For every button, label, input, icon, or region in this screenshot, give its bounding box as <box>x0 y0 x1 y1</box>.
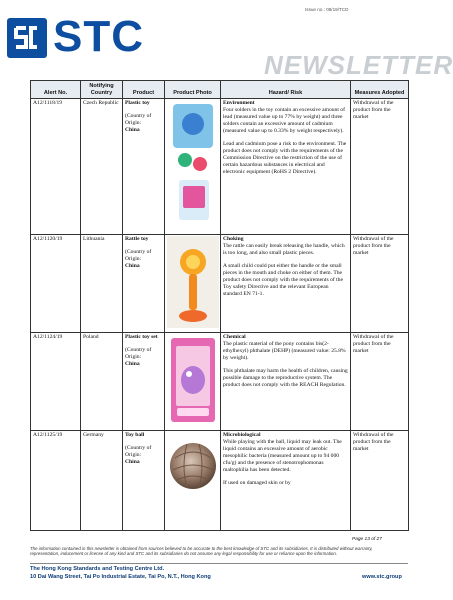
col-measures: Measures Adopted <box>351 81 409 99</box>
col-photo: Product Photo <box>165 81 221 99</box>
origin-value: China <box>125 126 140 133</box>
product-photo <box>165 234 221 332</box>
hazard <box>221 332 351 430</box>
origin-label: (Country of Origin: <box>125 346 152 360</box>
disclaimer: The information contained in this newsletter is obtained from sources believed to be accurate to the best knowledge of STC and its subsidiaries. It is distributed without warranty, representation, inducement or license of any kind and STC and its subsidiaries do not assume any legal responsibility for use or reliance upon the information. <box>30 546 373 557</box>
origin-value: China <box>125 360 140 367</box>
issue-number: Issue no.: 08/19/TCD <box>305 7 349 12</box>
hazard <box>221 430 351 530</box>
hazard-description: While playing with the ball, liquid may leak out. The liquid contains an excessive amount of aerobic mesophilic bacteria (measured amount up to 94 000 cfu/g) and the presence of stenotrophomonas maltophilia has been detected. <box>223 438 342 473</box>
origin-value: China <box>125 262 140 269</box>
hazard-title: Chemical <box>223 333 246 340</box>
table-row <box>31 99 409 235</box>
alert-table <box>30 80 409 531</box>
hazard <box>221 234 351 332</box>
country: Germany <box>81 430 123 530</box>
stc-logo-icon <box>7 18 47 58</box>
page-number: Page 13 of 27 <box>352 537 382 542</box>
hazard-consequence: If used on damaged skin or by <box>223 479 291 486</box>
newsletter-title: NEWSLETTER <box>264 50 453 80</box>
product <box>123 332 165 430</box>
company-name: The Hong Kong Standards and Testing Centre Ltd. <box>30 566 165 572</box>
product-photo <box>165 332 221 430</box>
product <box>123 430 165 530</box>
company-block <box>30 566 211 581</box>
col-product: Product <box>123 81 165 99</box>
origin-value: China <box>125 458 140 465</box>
hazard-description: Four solders in the toy contain an excessive amount of lead (measured value up to 77% by weight) and three solders contain an excessive amount of cadmium (measured value up to 0.33% by weight respectively). <box>223 106 345 134</box>
product <box>123 234 165 332</box>
product-name: Toy ball <box>125 431 145 438</box>
hazard-consequence: A small child could put either the handle or the small pieces in the mouth and choke on either of them. The product does not comply with the requirements of the Toy safety Directive and the relevant European standard EN 71-1. <box>223 262 343 297</box>
measures: Withdrawal of the product from the market <box>351 99 409 235</box>
hazard-consequence: This phthalate may harm the health of children, causing possible damage to the reproductive system. The product does not comply with the REACH Regulation. <box>223 367 348 388</box>
table-header-row <box>31 81 409 99</box>
hazard-title: Microbiological <box>223 431 261 438</box>
table-row <box>31 430 409 530</box>
alert-no: A12/1125/19 <box>31 430 81 530</box>
alert-no: A12/1118/19 <box>31 99 81 235</box>
product-name: Rattle toy <box>125 235 149 242</box>
product-photo <box>165 430 221 530</box>
toy-ball-photo <box>167 432 219 524</box>
hazard <box>221 99 351 235</box>
product-photo <box>165 99 221 235</box>
product <box>123 99 165 235</box>
alert-no: A12/1120/19 <box>31 234 81 332</box>
stc-logo <box>7 12 177 61</box>
alert-no: A12/1124/19 <box>31 332 81 430</box>
origin-label: (Country of Origin: <box>125 444 152 458</box>
product-name: Plastic toy set <box>125 333 158 340</box>
rattle-toy-photo <box>167 236 219 328</box>
pony-set-photo <box>167 334 219 426</box>
product-name: Plastic toy <box>125 100 150 106</box>
hazard-title: Choking <box>223 235 244 242</box>
logo-text: STC <box>53 12 144 61</box>
company-address: 10 Dai Wang Street, Tai Po Industrial Estate, Tai Po, N.T., Hong Kong <box>30 573 211 580</box>
table-row <box>31 332 409 430</box>
col-alert-no: Alert No. <box>31 81 81 99</box>
table-row <box>31 234 409 332</box>
measures: Withdrawal of the product from the market <box>351 332 409 430</box>
measures: Withdrawal of the product from the market <box>351 234 409 332</box>
hazard-consequence: Lead and cadmium pose a risk to the environment. The product does not comply with the requirements of the Commission Directive on the restriction of the use of certain hazardous substances in electrical and electronic equipment (RoHS 2 Directive). <box>223 140 347 175</box>
origin-label: (Country of Origin: <box>125 248 152 262</box>
origin-label: (Country of Origin: <box>125 112 152 126</box>
hazard-description: The rattle can easily break releasing the handle, which is too long, and also small plastic pieces. <box>223 242 345 256</box>
col-hazard: Hazard/ Risk <box>221 81 351 99</box>
plastic-toy-photo <box>167 100 219 230</box>
footer-divider <box>30 563 408 564</box>
hazard-description: The plastic material of the pony contains bis(2-ethylhexyl) phthalate (DEHP) (measured value: 25.8% by weight). <box>223 340 346 361</box>
country: Czech Republic <box>81 99 123 235</box>
col-country: Notifying Country <box>81 81 123 99</box>
measures: Withdrawal of the product from the market <box>351 430 409 530</box>
country: Poland <box>81 332 123 430</box>
hazard-title: Environment <box>223 100 255 106</box>
country: Lithuania <box>81 234 123 332</box>
website-link[interactable]: www.stc.group <box>362 574 402 580</box>
